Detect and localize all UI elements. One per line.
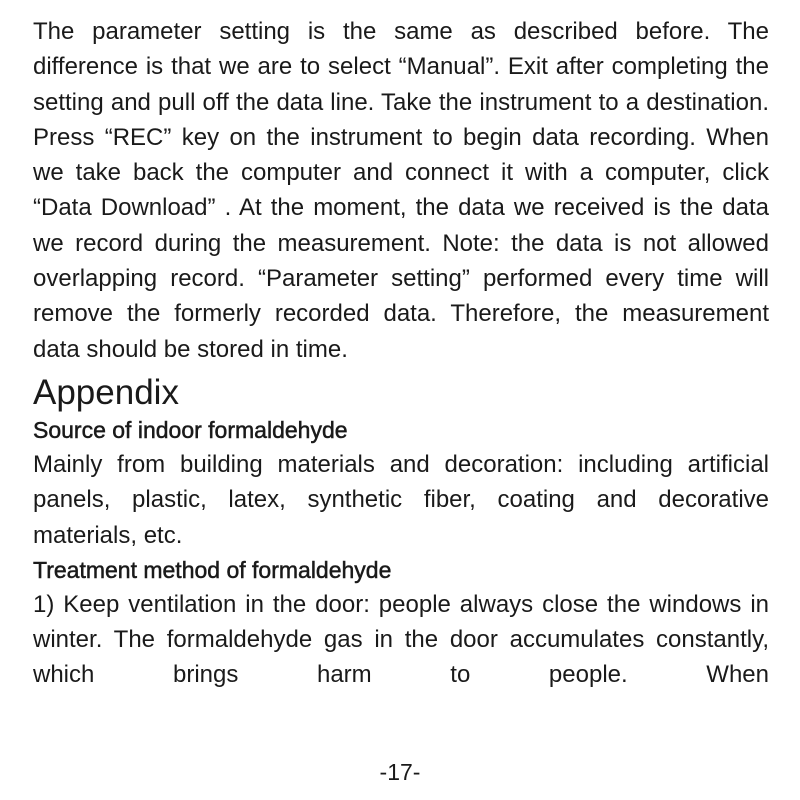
section-text-source: Mainly from building materials and decoration: including artificial panels, plastic, latex, synthetic fiber, coating and decorative materials, etc. <box>33 450 769 549</box>
appendix-title: Appendix <box>33 372 179 412</box>
body-paragraph-manual-recording: The parameter setting is the same as described before. The difference is that we are to select “Manual”. Exit after completing the setting and pull off the data line. Take the instrument to a destination. Press “REC” key on the instrument to begin data recording. When we take back the computer and connect it with a computer, click “Data Download” . At the moment, the data we received is the data we record during the measurement. Note: the data is not allowed overlapping record. “Parameter setting” performed every time will remove the formerly recorded data. Therefore, the measurement data should be stored in time. <box>33 18 769 363</box>
section-text-treatment: 1) Keep ventilation in the door: people always close the windows in winter. The formaldehyde gas in the door accumulates constantly, which brings harm to people. When <box>33 590 769 689</box>
section-heading-treatment: Treatment method of formaldehyde <box>33 556 392 583</box>
section-heading-source: Source of indoor formaldehyde <box>33 416 348 443</box>
page-number: -17- <box>379 759 421 785</box>
document-page <box>33 14 769 693</box>
